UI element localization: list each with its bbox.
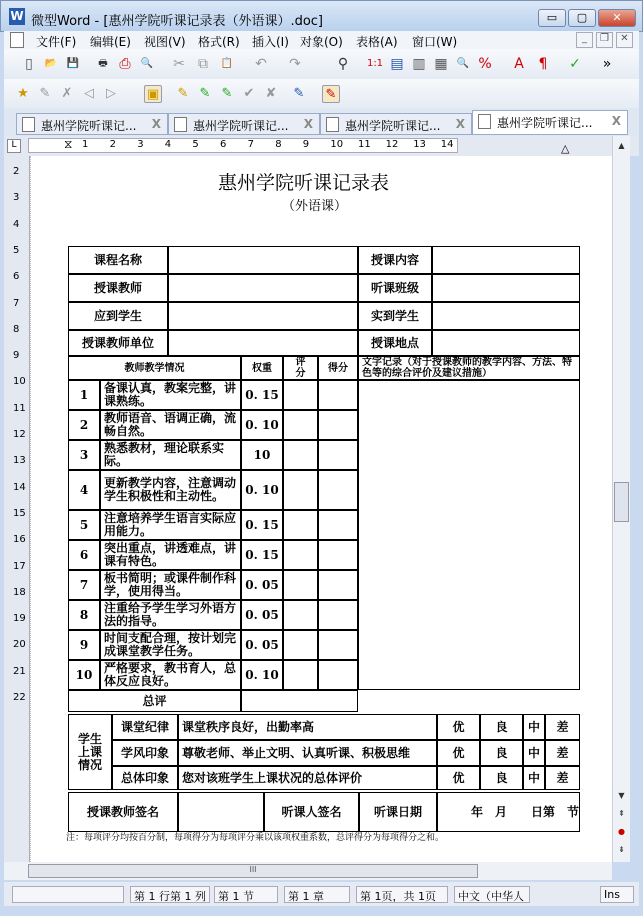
grade-option: 优 (437, 740, 480, 766)
margin-guide (30, 156, 31, 862)
doc-tab-1[interactable] (168, 113, 320, 135)
tab-label: 惠州学院听课记... (193, 119, 289, 133)
grade-option: 良 (480, 714, 523, 740)
info-label: 实到学生 (358, 302, 432, 330)
print-icon[interactable]: 🖶 (98, 58, 108, 69)
vruler-number: 10 (13, 376, 26, 388)
open-icon[interactable]: 📂 (44, 58, 58, 69)
status-field-1: 第 1 节 (214, 886, 278, 903)
menu-2[interactable]: 视图(V) (144, 35, 186, 49)
window-title: 微型Word - [惠州学院听课记录表（外语课）.doc] (31, 14, 323, 29)
item-got-input (318, 510, 358, 540)
preview-icon[interactable]: 🔍 (140, 58, 154, 69)
zoom-icon[interactable]: 🔍 (456, 58, 470, 69)
item-criterion: 板书简明；或课件制作科学，使用得当。 (100, 570, 241, 600)
info-value (168, 246, 358, 274)
item-number: 2 (68, 410, 100, 440)
item-weight: 10 (241, 440, 283, 470)
first-indent-marker[interactable]: ⧖ (64, 137, 73, 151)
menu-bar (4, 31, 639, 50)
item-criterion: 注重给予学生学习外语方法的指导。 (100, 600, 241, 630)
grade-option: 中 (523, 740, 545, 766)
document-page[interactable] (4, 156, 612, 862)
review-toolbar (4, 79, 639, 109)
doc-menu-icon[interactable] (10, 32, 24, 48)
ruler-number: 11 (358, 139, 371, 150)
header-got: 得分 (318, 356, 358, 380)
vruler-number: 9 (13, 350, 20, 362)
item-criterion: 更新教学内容，注意调动学生积极性和主动性。 (100, 470, 241, 510)
info-label: 授课地点 (358, 330, 432, 356)
vruler-number: 20 (13, 639, 26, 651)
teacher-signature-value (178, 792, 264, 832)
item-score-input (283, 410, 318, 440)
grade-option: 差 (545, 714, 580, 740)
horizontal-ruler[interactable] (4, 136, 639, 156)
grade-option: 中 (523, 714, 545, 740)
paste-icon[interactable]: 📋 (220, 58, 234, 69)
vruler-number: 5 (13, 244, 20, 256)
grade-option: 优 (437, 714, 480, 740)
date-label: 听课日期 (359, 792, 437, 832)
ruler-number: 1 (82, 139, 89, 150)
item-score-input (283, 660, 318, 690)
tab-label: 惠州学院听课记... (497, 116, 593, 130)
prev-change-icon[interactable]: ✎ (199, 86, 211, 101)
review-pane-icon[interactable]: ✎ (293, 86, 305, 101)
find-icon[interactable]: ⚲ (337, 56, 349, 72)
tab-label: 惠州学院听课记... (345, 119, 441, 133)
item-score-input (283, 540, 318, 570)
info-label: 授课内容 (358, 246, 432, 274)
student-description: 尊敬老师、举止文明、认真听课、积极思维 (178, 740, 437, 766)
item-number: 1 (68, 380, 100, 410)
document-icon (478, 114, 491, 129)
mdi-restore-icon[interactable]: ❐ (596, 32, 613, 48)
item-criterion: 注意培养学生语言实际应用能力。 (100, 510, 241, 540)
ruler-number: 8 (275, 139, 282, 150)
close-button[interactable]: ✕ (598, 9, 636, 27)
vruler-number: 8 (13, 323, 20, 335)
vruler-number: 4 (13, 218, 20, 230)
item-criterion: 教师语音、语调正确，流畅自然。 (100, 410, 241, 440)
minimize-button[interactable]: ▭ (538, 9, 566, 27)
grade-option: 优 (437, 766, 480, 790)
item-got-input (318, 440, 358, 470)
item-got-input (318, 380, 358, 410)
status-field-0: 第 1 行第 1 列 (130, 886, 210, 903)
vruler-number: 13 (13, 455, 26, 467)
status-field-2: 第 1 章 (284, 886, 350, 903)
menu-7[interactable]: 窗口(W) (412, 35, 458, 49)
ruler-number: 4 (164, 139, 172, 150)
vruler-number: 6 (13, 271, 20, 283)
prev-page-icon[interactable]: ⇞ (618, 809, 625, 818)
student-description: 您对该班学生上课状况的总体评价 (178, 766, 437, 790)
item-got-input (318, 540, 358, 570)
student-label: 学生上课情况 (68, 714, 112, 790)
ruler-number: 14 (440, 139, 454, 150)
info-value (432, 302, 580, 330)
document-icon (174, 117, 187, 132)
student-description: 课堂秩序良好，出勤率高 (178, 714, 437, 740)
mdi-close-icon[interactable]: ✕ (616, 32, 633, 48)
student-criterion: 学风印象 (112, 740, 178, 766)
maximize-button[interactable]: ▢ (568, 9, 596, 27)
header-situation: 教师教学情况 (68, 356, 241, 380)
item-criterion: 备课认真，教案完整，讲课熟练。 (100, 380, 241, 410)
mark-changes-icon[interactable]: ✎ (322, 85, 340, 103)
item-criterion: 严格要求，教书育人，总体反应良好。 (100, 660, 241, 690)
item-criterion: 突出重点，讲透难点，讲课有特色。 (100, 540, 241, 570)
vruler-number: 2 (13, 166, 20, 177)
reject-all-icon[interactable]: ✘ (265, 86, 277, 101)
item-number: 6 (68, 540, 100, 570)
item-number: 10 (68, 660, 100, 690)
info-label: 授课教师 (68, 274, 168, 302)
vruler-number: 18 (13, 586, 26, 598)
horizontal-scrollbar[interactable] (4, 862, 612, 880)
item-number: 7 (68, 570, 100, 600)
zoom-percent-icon[interactable]: % (478, 56, 492, 72)
item-score-input (283, 570, 318, 600)
grade-option: 良 (480, 766, 523, 790)
item-weight: 0. 05 (241, 600, 283, 630)
more-icon[interactable]: » (602, 56, 612, 72)
standard-toolbar (4, 49, 639, 79)
ruler-number: 10 (330, 139, 344, 150)
info-value (432, 274, 580, 302)
cut-icon[interactable]: ✂ (173, 56, 185, 72)
pdf-icon[interactable]: ⎙ (119, 56, 131, 72)
total-value (241, 690, 358, 712)
ruler-number: 13 (413, 139, 426, 150)
header-score: 评分 (283, 356, 318, 380)
info-label: 应到学生 (68, 302, 168, 330)
item-weight: 0. 15 (241, 510, 283, 540)
info-value (168, 274, 358, 302)
status-bar (4, 882, 639, 906)
status-field-4: 中文（中华人 (454, 886, 530, 903)
info-label: 课程名称 (68, 246, 168, 274)
item-criterion: 熟悉教材，理论联系实际。 (100, 440, 241, 470)
one-page-icon[interactable]: ▥ (412, 56, 426, 72)
item-got-input (318, 470, 358, 510)
item-number: 8 (68, 600, 100, 630)
doc-subtitle: （外语课） (282, 199, 348, 214)
info-label: 授课教师单位 (68, 330, 168, 356)
doc-tab-2[interactable] (320, 113, 472, 135)
vruler-number: 17 (13, 560, 26, 572)
paragraph-icon[interactable]: ¶ (538, 56, 548, 72)
delete-comment-icon[interactable]: ✗ (61, 86, 73, 101)
item-score-input (283, 510, 318, 540)
item-got-input (318, 600, 358, 630)
undo-icon[interactable]: ↶ (255, 56, 267, 72)
ruler-number: 9 (302, 139, 310, 150)
browse-object-icon[interactable]: ● (618, 827, 625, 836)
new-icon[interactable]: ▯ (25, 56, 33, 72)
font-color-icon[interactable]: A (514, 56, 524, 72)
item-number: 9 (68, 630, 100, 660)
spellcheck-icon[interactable]: ✓ (569, 56, 581, 72)
item-number: 3 (68, 440, 100, 470)
item-weight: 0. 05 (241, 570, 283, 600)
ruler-number: 5 (192, 139, 199, 150)
menu-0[interactable]: 文件(F) (36, 35, 77, 49)
page-width-icon[interactable]: ▤ (390, 56, 404, 72)
item-score-input (283, 600, 318, 630)
grade-option: 差 (545, 766, 580, 790)
tab-close-icon[interactable]: X (455, 117, 465, 131)
ruler-number: 3 (137, 139, 144, 150)
prev-comment-icon[interactable]: ◁ (84, 86, 94, 101)
ruler-number: 7 (247, 139, 254, 150)
listener-signature-label: 听课人签名 (264, 792, 359, 832)
accept-all-icon[interactable]: ✔ (243, 86, 255, 101)
info-value (168, 302, 358, 330)
scroll-up-icon[interactable]: ▲ (618, 141, 625, 150)
track-changes-icon[interactable]: ▣ (144, 85, 162, 103)
item-weight: 0. 10 (241, 660, 283, 690)
item-weight: 0. 10 (241, 470, 283, 510)
student-criterion: 总体印象 (112, 766, 178, 790)
ruler-number: 6 (220, 139, 227, 150)
document-tabs (4, 108, 639, 136)
total-label: 总评 (68, 690, 241, 712)
ruler-number: 2 (109, 139, 116, 150)
vertical-ruler (4, 156, 30, 862)
teacher-signature-label: 授课教师签名 (68, 792, 178, 832)
footnote: 注：每项评分均按百分制，每项得分为每项评分乘以该项权重系数，总评得分为每项得分之和。 (66, 833, 445, 843)
date-value: 年 月 日第 节 (437, 792, 580, 832)
item-number: 5 (68, 510, 100, 540)
status-empty (12, 886, 124, 903)
item-got-input (318, 660, 358, 690)
next-change-icon[interactable]: ✎ (221, 86, 233, 101)
menu-6[interactable]: 表格(A) (356, 35, 398, 49)
grade-option: 良 (480, 740, 523, 766)
vruler-number: 12 (13, 429, 26, 440)
status-field-3: 第 1页，共 1页 (356, 886, 448, 903)
item-weight: 0. 15 (241, 380, 283, 410)
document-icon (22, 117, 35, 132)
item-score-input (283, 380, 318, 410)
vruler-number: 21 (13, 665, 26, 677)
two-pages-icon[interactable]: ▦ (434, 56, 448, 72)
doc-title: 惠州学院听课记录表 (218, 172, 390, 194)
header-notes: 文字记录（对于授课教师的教学内容、方法、特色等的综合评价及建议措施） (358, 356, 580, 380)
next-page-icon[interactable]: ⇟ (618, 845, 625, 854)
vruler-number: 11 (13, 402, 26, 414)
scroll-thumb[interactable] (614, 482, 629, 522)
menu-4[interactable]: 插入(I) (252, 35, 289, 49)
vruler-number: 15 (13, 507, 26, 519)
new-comment-icon[interactable]: ★ (17, 86, 29, 101)
menu-5[interactable]: 对象(O) (300, 35, 343, 49)
item-got-input (318, 570, 358, 600)
item-weight: 0. 05 (241, 630, 283, 660)
notes-area (358, 380, 580, 690)
item-score-input (283, 630, 318, 660)
item-weight: 0. 10 (241, 410, 283, 440)
vruler-number: 22 (13, 692, 26, 703)
menu-3[interactable]: 格式(R) (198, 35, 240, 49)
tab-close-icon[interactable]: X (303, 117, 313, 131)
scroll-thumb[interactable]: III (28, 864, 478, 878)
ruler-number: 12 (385, 139, 399, 150)
item-got-input (318, 630, 358, 660)
tab-stop-selector[interactable]: L (7, 139, 21, 153)
save-icon[interactable]: 💾 (66, 58, 80, 69)
title-bar (0, 0, 643, 32)
info-label: 听课班级 (358, 274, 432, 302)
doc-tab-0[interactable] (16, 113, 168, 135)
item-got-input (318, 410, 358, 440)
vruler-number: 7 (13, 297, 20, 309)
next-comment-icon[interactable]: ▷ (106, 86, 116, 101)
student-criterion: 课堂纪律 (112, 714, 178, 740)
item-number: 4 (68, 470, 100, 510)
vruler-number: 14 (13, 481, 26, 493)
info-value (432, 330, 580, 356)
info-value (168, 330, 358, 356)
vruler-number: 19 (13, 613, 26, 625)
item-score-input (283, 470, 318, 510)
doc-tab-3[interactable] (472, 110, 628, 135)
item-weight: 0. 15 (241, 540, 283, 570)
item-score-input (283, 440, 318, 470)
grade-option: 中 (523, 766, 545, 790)
actual-size-icon[interactable]: 1:1 (366, 58, 384, 69)
status-field-5: Ins (600, 886, 634, 903)
tab-close-icon[interactable]: X (151, 117, 161, 131)
grade-option: 差 (545, 740, 580, 766)
tab-close-icon[interactable]: X (611, 114, 621, 128)
vertical-scrollbar[interactable] (612, 136, 630, 862)
item-criterion: 时间支配合理，按计划完成课堂教学任务。 (100, 630, 241, 660)
document-icon (326, 117, 339, 132)
redo-icon[interactable]: ↷ (289, 56, 301, 72)
edit-comment-icon[interactable]: ✎ (39, 86, 51, 101)
word-logo-icon: W (10, 9, 24, 23)
copy-icon[interactable]: ⧉ (198, 56, 208, 72)
scroll-down-icon[interactable]: ▼ (618, 791, 625, 800)
info-value (432, 246, 580, 274)
menu-1[interactable]: 编辑(E) (90, 35, 131, 49)
accept-icon[interactable]: ✎ (177, 86, 189, 101)
vruler-number: 16 (13, 534, 26, 546)
header-weight: 权重 (241, 356, 283, 380)
right-indent-marker[interactable]: △ (561, 142, 570, 155)
tab-label: 惠州学院听课记... (41, 119, 137, 133)
vruler-number: 3 (13, 192, 20, 204)
mdi-minimize-icon[interactable]: _ (576, 32, 593, 48)
